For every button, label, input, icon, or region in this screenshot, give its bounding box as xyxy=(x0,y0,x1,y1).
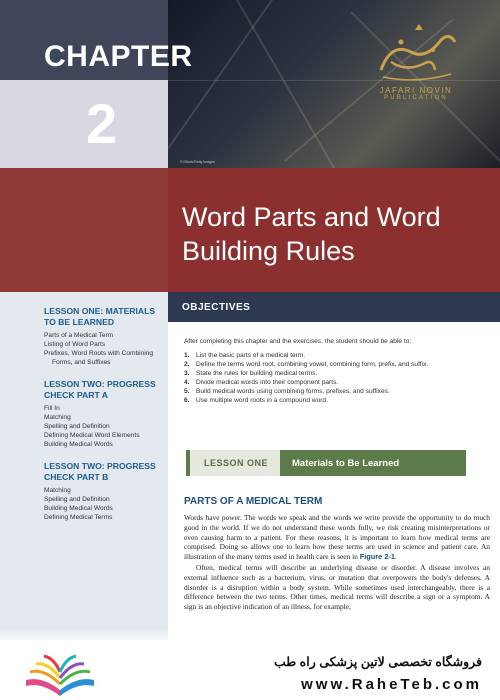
lesson-item: Building Medical Words xyxy=(44,441,113,448)
lesson-heading: LESSON TWO: PROGRESS CHECK PART A xyxy=(44,379,156,400)
objective-text: Define the terms word root, combining vowel, combining form, prefix, and suffix. xyxy=(196,361,429,368)
logo-name: JAFARI NOVIN xyxy=(379,86,453,95)
paragraph-text: Words have power. The words we speak and the words we write provide the opportunity to do much good in the world. If we do not understand these words fully, we risk creating misinterpretations or even causing harm to a patient. For these reasons, it is important to learn how medical terms are comprised. Doing so allows one to learn how these terms are used in science and patient care. An illustration of the many terms used in health care is seen in xyxy=(184,513,490,562)
objective-number: 5. xyxy=(184,388,190,395)
lesson-item: Defining Medical Terms xyxy=(44,514,113,521)
lesson-item: Listing of Word Parts xyxy=(44,341,106,348)
publisher-logo xyxy=(356,22,476,122)
objective-item xyxy=(184,396,490,405)
lesson-one-tab xyxy=(186,450,280,476)
lesson-item: Building Medical Words xyxy=(44,505,113,512)
open-book-icon xyxy=(20,646,100,698)
objective-number: 1. xyxy=(184,352,190,359)
objective-text: Build medical words using combining forms, prefixes, and suffixes. xyxy=(196,388,390,395)
title-band-left xyxy=(0,168,168,292)
lesson-item: Matching xyxy=(44,414,71,421)
lesson-item: Matching xyxy=(44,487,71,494)
logo-subtitle: PUBLICATION xyxy=(384,95,448,101)
chapter-label: CHAPTER xyxy=(44,40,193,73)
store-name: فروشگاه تخصصی لاتین پزشکی راه طب xyxy=(273,655,482,669)
objective-number: 6. xyxy=(184,397,190,404)
objective-text: List the basic parts of a medical term. xyxy=(196,352,306,359)
objectives-intro: After completing this chapter and the exercises, the student should be able to: xyxy=(184,338,412,345)
lesson-one-label: LESSON ONE xyxy=(204,458,269,468)
lesson-block xyxy=(44,306,168,367)
calligraphy-logo-icon xyxy=(371,22,461,84)
image-credit: © iStock/Getty Images xyxy=(180,160,215,164)
objectives-list xyxy=(184,337,490,405)
objective-text: Use multiple word roots in a compound word. xyxy=(196,397,328,404)
body-text xyxy=(184,513,490,613)
lesson-heading: LESSON ONE: MATERIALS TO BE LEARNED xyxy=(44,306,156,327)
paragraph xyxy=(184,513,490,562)
objective-item xyxy=(184,351,490,360)
lesson-item: Parts of a Medical Term xyxy=(44,332,114,339)
lesson-item: Prefixes, Word Roots with Combining xyxy=(44,350,154,357)
store-url[interactable]: www.RaheTeb.com xyxy=(301,676,482,693)
section-title: PARTS OF A MEDICAL TERM xyxy=(184,496,323,507)
paragraph-end: . xyxy=(395,552,397,562)
lesson-block xyxy=(44,379,168,449)
objective-number: 4. xyxy=(184,379,190,386)
lesson-one-title: Materials to Be Learned xyxy=(292,458,400,469)
chapter-number: 2 xyxy=(86,92,118,155)
objective-item xyxy=(184,387,490,396)
objectives-title: OBJECTIVES xyxy=(182,302,251,313)
lesson-item: Spelling and Definition xyxy=(44,496,110,503)
lesson-sidebar xyxy=(0,292,168,640)
paragraph: Often, medical terms will describe an underlying disease or disorder. A disease involves an external influence such as a bacterium, virus, or mutation that overpowers the body's defenses. A disorder is a disruption within a body system. While sometimes used interchangeably, there is a difference between the two terms. Other times, medical terms will describe a sign or a symptom. A sign is an objective indication of an illness, for example, xyxy=(184,562,490,612)
lesson-item: Fill In xyxy=(44,405,60,412)
objective-item xyxy=(184,369,490,378)
lesson-heading: LESSON TWO: PROGRESS CHECK PART B xyxy=(44,461,156,482)
lesson-one-header xyxy=(186,450,466,476)
objective-number: 2. xyxy=(184,361,190,368)
objective-text: Divide medical words into their component parts. xyxy=(196,379,339,386)
objective-number: 3. xyxy=(184,370,190,377)
lesson-item: Forms, and Suffixes xyxy=(52,359,111,366)
objective-item xyxy=(184,378,490,387)
lesson-item: Spelling and Definition xyxy=(44,423,110,430)
lesson-item: Defining Medical Word Elements xyxy=(44,432,140,439)
objective-item xyxy=(184,360,490,369)
figure-reference[interactable]: Figure 2-1 xyxy=(359,552,396,562)
store-footer xyxy=(0,642,500,700)
lesson-block xyxy=(44,461,168,522)
objective-text: State the rules for building medical terms. xyxy=(196,370,318,377)
chapter-banner-bottom xyxy=(0,80,168,168)
chapter-title: Word Parts and Word Building Rules xyxy=(182,202,441,266)
